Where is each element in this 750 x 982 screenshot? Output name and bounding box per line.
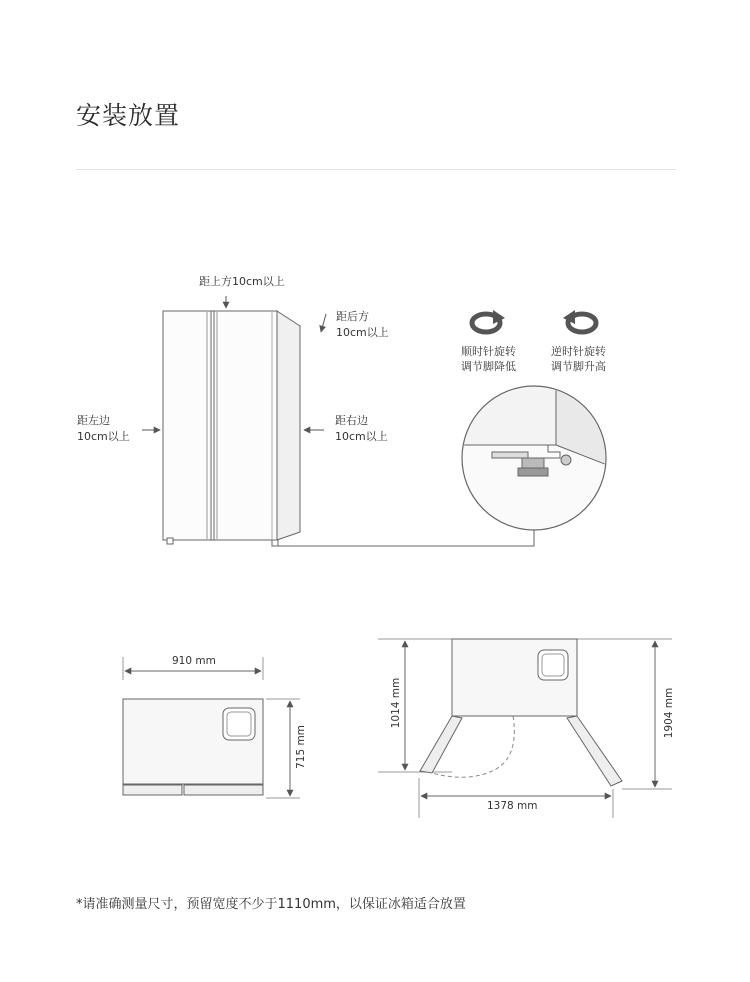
counterclockwise-rotate-icon: [563, 310, 596, 332]
top-view-open: [378, 639, 672, 818]
clearance-left-label-1: 距左边: [77, 414, 110, 427]
counterclockwise-label-1: 逆时针旋转: [551, 345, 606, 358]
clearance-left-label-2: 10cm以上: [77, 430, 130, 443]
width-dimension: 910 mm: [172, 655, 216, 667]
width-open-dimension: 1378 mm: [487, 800, 538, 812]
fridge-perspective: [163, 311, 300, 546]
footnote: *请准确测量尺寸，预留宽度不少于1110mm，以保证冰箱适合放置: [76, 897, 466, 912]
counterclockwise-label-2: 调节脚升高: [551, 360, 606, 373]
depth-body-dimension: 1014 mm: [390, 677, 402, 729]
clearance-back-label-2: 10cm以上: [336, 326, 389, 339]
page-title: 安装放置: [76, 101, 181, 130]
fridge-foot-detail-leader: [278, 528, 534, 546]
top-view-closed: [123, 657, 300, 798]
clockwise-label-1: 顺时针旋转: [461, 345, 516, 358]
clockwise-label-2: 调节脚降低: [461, 360, 516, 373]
clearance-back-label-1: 距后方: [336, 310, 369, 323]
clearance-right-label-1: 距右边: [335, 414, 368, 427]
leveling-foot-magnified: [460, 385, 620, 530]
clearance-top-label: 距上方10cm以上: [199, 275, 285, 288]
depth-dimension: 715 mm: [295, 725, 307, 769]
depth-open-dimension: 1904 mm: [663, 687, 675, 739]
clearance-right-label-2: 10cm以上: [335, 430, 388, 443]
clockwise-rotate-icon: [472, 310, 505, 332]
